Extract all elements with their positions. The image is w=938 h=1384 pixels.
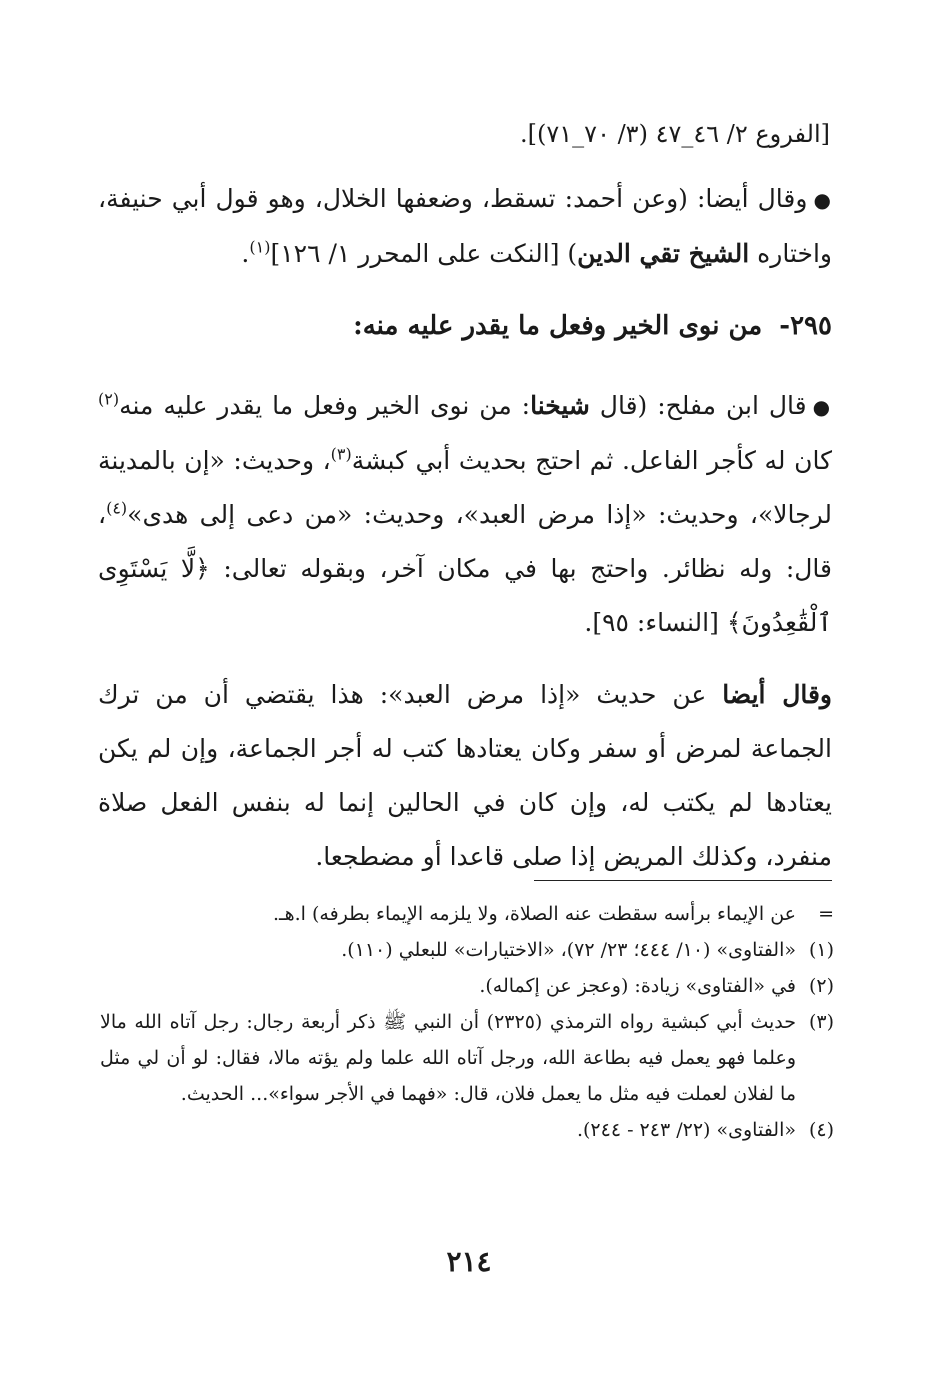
paragraph-2-text-e: ، قال: وله نظائر. واحتج بها في مكان آخر، وبقوله تعالى: ﴿لَّا يَسْتَوِى ٱلْقَٰعِدُونَ﴾ [النساء: ٩٥]. xyxy=(98,500,832,637)
section-title: من نوى الخير وفعل ما يقدر عليه منه: xyxy=(353,311,763,341)
footnote-text: عن الإيماء برأسه سقطت عنه الصلاة، ولا يلزمه الإيماء بطرفه) ا.هـ. xyxy=(273,903,796,925)
paragraph-2-text-d: ، وحديث: «إن بالمدينة لرجالا»، وحديث: «إذا مرض العبد»، وحديث: «من دعى إلى هدى» xyxy=(98,446,832,529)
bullet-icon: ● xyxy=(813,188,832,212)
paragraph-2-text-a: قال ابن مفلح: (قال xyxy=(589,391,807,420)
paragraph-1-end: . xyxy=(241,239,250,268)
footnote-ref-4[interactable]: (٤) xyxy=(106,498,128,518)
section-number: ٢٩٥- xyxy=(779,311,832,341)
footnote-mark: (٣) xyxy=(808,1011,834,1033)
paragraph-3-bold: وقال أيضا xyxy=(722,680,832,709)
paragraph-2-bold: شيخنا xyxy=(530,391,590,420)
footnote-3 xyxy=(100,1004,834,1112)
footnote-text: في «الفتاوى» زيادة: (وعجز عن إكماله). xyxy=(479,975,796,997)
footnotes xyxy=(100,896,834,1148)
reference-line: [الفروع ٢/ ٤٦_٤٧ (٣/ ٧٠_٧١)]. xyxy=(520,120,830,148)
paragraph-2-text-b: : من نوى الخير وفعل ما يقدر عليه منه xyxy=(119,391,531,420)
footnote-text: «الفتاوى» (١٠/ ٤٤٤؛ ٢٣/ ٧٢)، «الاختيارات» للبعلي (١١٠). xyxy=(341,939,796,961)
footnote-2 xyxy=(100,968,834,1004)
paragraph-1-text-a: وقال أيضا: (وعن أحمد: تسقط، وضعفها الخلال، وهو قول أبي حنيفة، واختاره xyxy=(98,184,832,268)
paragraph-2 xyxy=(98,379,832,650)
footnote-mark: (١) xyxy=(808,939,834,961)
paragraph-1-text-b: ) [النكت على المحرر ١/ ١٢٦] xyxy=(270,239,578,268)
bullet-icon: ● xyxy=(812,395,833,419)
footnote-ref-1[interactable]: (١) xyxy=(249,237,271,257)
paragraph-3 xyxy=(98,668,832,884)
paragraph-3-text: عن حديث «إذا مرض العبد»: هذا يقتضي أن من ترك الجماعة لمرض أو سفر وكان يعتادها كتب له أجر الجماعة، وإن لم يكن يعتادها لم يكتب له، وإن كان في الحالين إنما له بنفس الفعل صلاة منفرد، وكذلك المريض إذا صلى قاعدا أو مضطجعا. xyxy=(98,680,832,871)
footnote-ref-2[interactable]: (٢) xyxy=(98,389,120,409)
paragraph-2-text-c: كان له كأجر الفاعل. ثم احتج بحديث أبي كبشة xyxy=(351,446,832,475)
footnote-text: حديث أبي كبشية رواه الترمذي (٢٣٢٥) أن النبي ﷺ ذكر أربعة رجال: رجل آتاه الله مالا وعلما فهو يعمل فيه بطاعة الله، ورجل آتاه الله علما ولم يؤته مالا، فقال: لو أن لي مثل ما لفلان لعملت فيه مثل ما يعمل فلان، قال: «فهما في الأجر سواء»... الحديث. xyxy=(100,1011,796,1105)
footnote-mark: (٢) xyxy=(808,975,834,997)
footnote-mark: = xyxy=(818,903,834,925)
footnote-text: «الفتاوى» (٢٢/ ٢٤٣ - ٢٤٤). xyxy=(576,1119,796,1141)
footnote-ref-3[interactable]: (٣) xyxy=(330,444,352,464)
footnote-continuation xyxy=(100,896,834,932)
page-number: ٢١٤ xyxy=(446,1245,492,1278)
footnote-separator xyxy=(534,880,832,881)
section-heading xyxy=(98,299,832,353)
main-text xyxy=(98,172,832,902)
footnote-4 xyxy=(100,1112,834,1148)
footnote-1 xyxy=(100,932,834,968)
paragraph-1-bold: الشيخ تقي الدين xyxy=(577,239,750,268)
footnote-mark: (٤) xyxy=(808,1119,834,1141)
paragraph-1 xyxy=(98,172,832,281)
